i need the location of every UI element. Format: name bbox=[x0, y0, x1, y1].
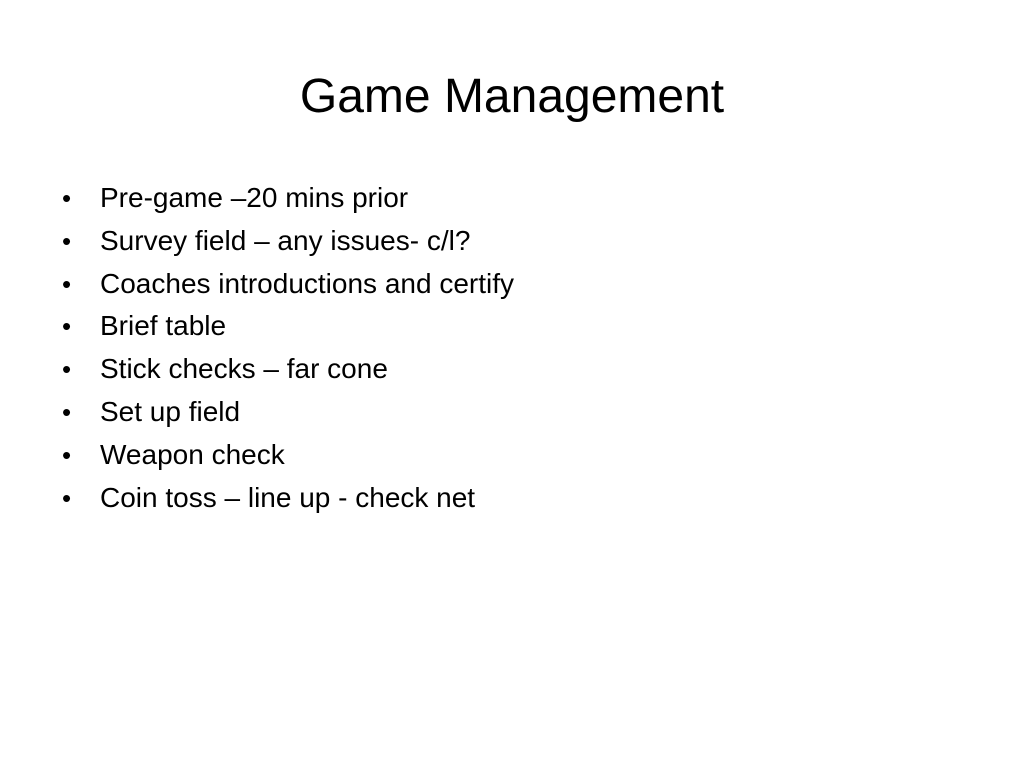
bullet-icon: • bbox=[62, 482, 72, 513]
bullet-icon: • bbox=[62, 311, 72, 342]
list-item bbox=[58, 348, 958, 391]
list-item bbox=[58, 391, 958, 434]
list-item bbox=[58, 477, 958, 520]
bullet-text: Set up field bbox=[100, 395, 241, 427]
list-item bbox=[58, 434, 958, 477]
bullet-icon: • bbox=[62, 396, 72, 427]
bullet-text: Weapon check bbox=[100, 438, 285, 470]
bullet-icon: • bbox=[62, 439, 72, 470]
bullet-list bbox=[58, 177, 958, 519]
bullet-text: Pre-game –20 mins prior bbox=[100, 182, 409, 213]
bullet-text: Coin toss – line up - check net bbox=[100, 481, 476, 513]
list-item bbox=[58, 305, 958, 348]
bullet-icon: • bbox=[62, 268, 72, 299]
list-item bbox=[58, 177, 958, 220]
bullet-text: Coaches introductions and certify bbox=[100, 267, 514, 299]
bullet-text: Survey field – any issues- c/l? bbox=[100, 224, 471, 256]
bullet-icon: • bbox=[62, 183, 72, 213]
list-item bbox=[58, 220, 958, 263]
slide-title: Game Management bbox=[299, 70, 725, 123]
list-item bbox=[58, 263, 958, 306]
bullet-text: Brief table bbox=[100, 310, 227, 342]
bullet-icon: • bbox=[62, 354, 72, 385]
bullet-icon: • bbox=[62, 225, 72, 256]
bullet-text: Stick checks – far cone bbox=[100, 353, 388, 385]
